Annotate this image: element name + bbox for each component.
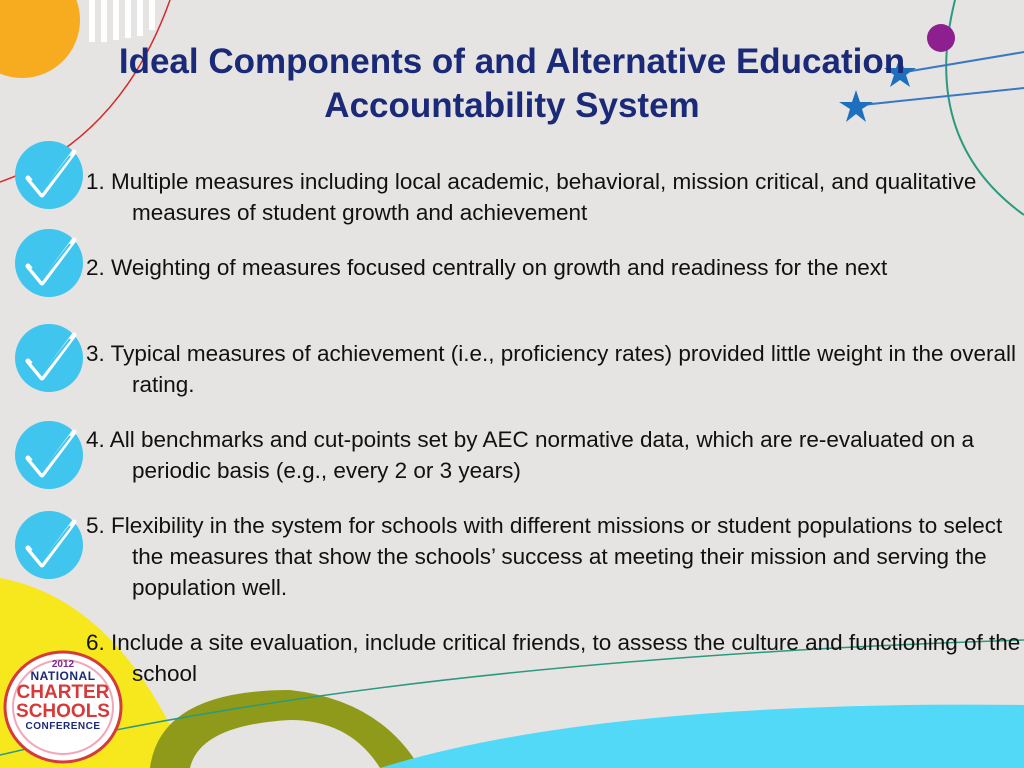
- check-circle-icon: [14, 323, 84, 393]
- list-item: 1. Multiple measures including local academic, behavioral, mission critical, and qualitative measures of student growth and achievement: [86, 169, 977, 225]
- list-item: 4. All benchmarks and cut-points set by AEC normative data, which are re-evaluated on a periodic basis (e.g., every 2 or 3 years): [86, 427, 974, 483]
- slide-title: Ideal Components of and Alternative Education Accountability System: [118, 42, 906, 125]
- stripes-decoration: [92, 0, 152, 42]
- logo-year: 2012: [51, 659, 75, 670]
- list-item: 3. Typical measures of achievement (i.e., proficiency rates) provided little weight in the overall rating.: [86, 341, 1017, 397]
- logo-schools: SCHOOLS: [16, 701, 110, 722]
- check-circle-icon: [14, 420, 84, 490]
- conference-logo-text: [8, 659, 118, 733]
- cyan-band-decoration: [380, 705, 1024, 768]
- list-item: 6. Include a site evaluation, include critical friends, to assess the culture and functioning of the school: [86, 630, 1021, 686]
- check-circle-icon: [14, 510, 84, 580]
- logo-national: NATIONAL: [30, 669, 96, 683]
- check-circle-icon: [14, 228, 84, 298]
- list-item: 5. Flexibility in the system for schools with different missions or student populations to select the measures that show the schools’ success at meeting their mission and serving the population well.: [86, 513, 1003, 600]
- list-item: 2. Weighting of measures focused centrally on growth and readiness for the next: [86, 255, 888, 280]
- logo-conference: CONFERENCE: [25, 721, 101, 732]
- check-circle-icon: [14, 140, 84, 210]
- logo-charter: CHARTER: [16, 682, 110, 703]
